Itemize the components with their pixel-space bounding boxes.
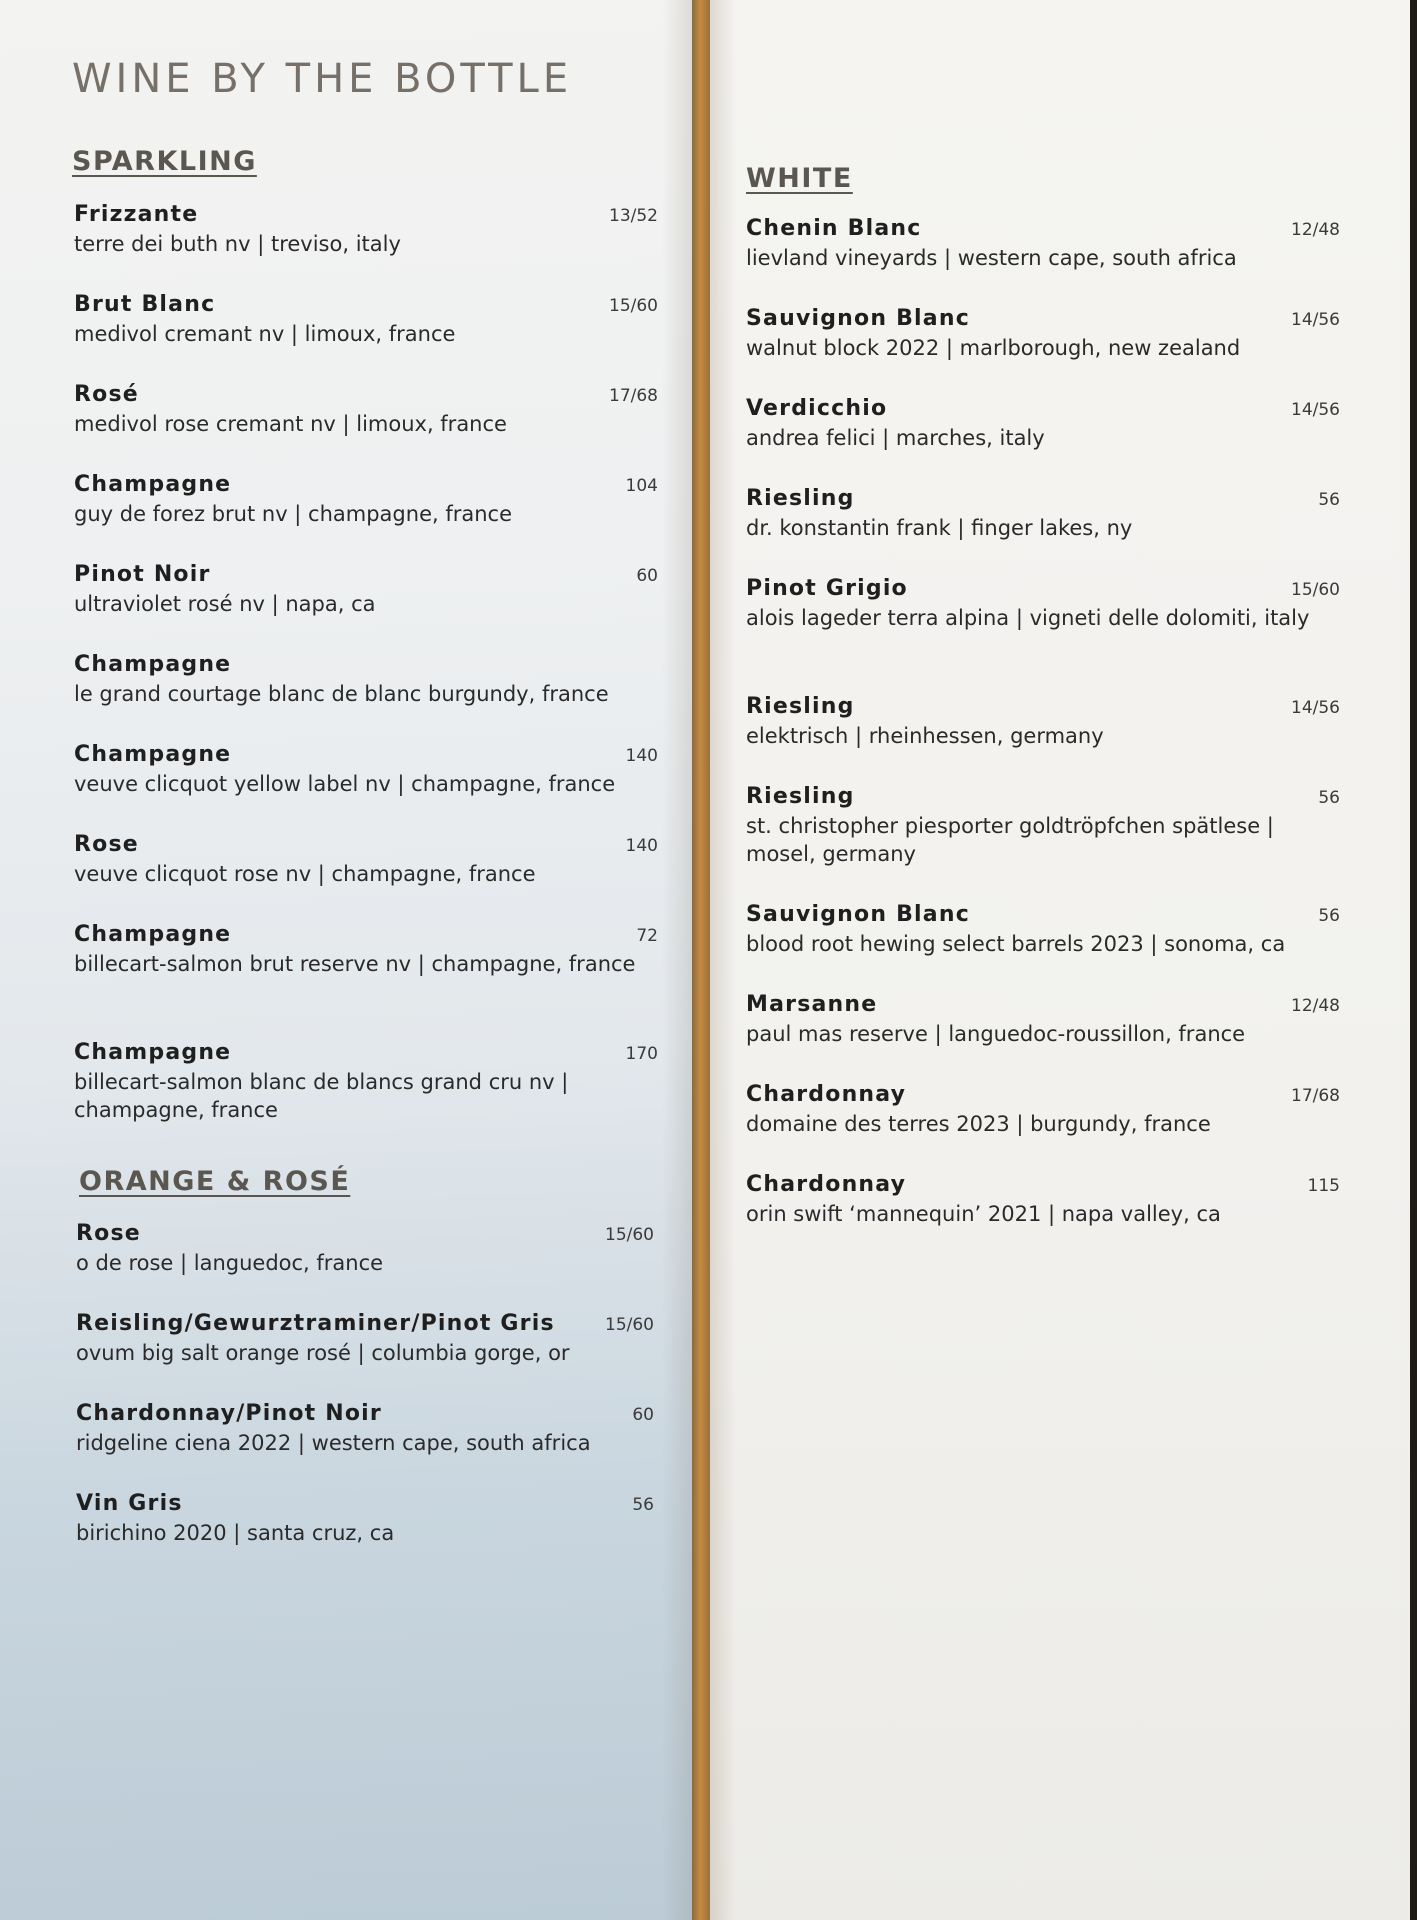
wine-item xyxy=(76,1309,654,1399)
wine-item xyxy=(74,920,658,1038)
wine-item xyxy=(74,830,658,920)
wine-price: 60 xyxy=(636,566,658,586)
wine-producer-region: orin swift ‘mannequin’ 2021 | napa valley, ca xyxy=(746,1202,1221,1226)
wine-varietal: Champagne xyxy=(74,742,232,767)
wine-item xyxy=(76,1489,654,1579)
wine-price: 170 xyxy=(625,1044,658,1064)
wine-producer-region: veuve clicquot rose nv | champagne, france xyxy=(74,862,536,886)
wine-item xyxy=(746,484,1340,574)
wine-producer-region: blood root hewing select barrels 2023 | sonoma, ca xyxy=(746,932,1286,956)
wine-price: 56 xyxy=(632,1495,654,1515)
wine-item xyxy=(746,394,1340,484)
wine-price: 17/68 xyxy=(1291,1086,1340,1106)
wine-varietal: Chardonnay/Pinot Noir xyxy=(76,1401,382,1426)
wine-price: 115 xyxy=(1307,1176,1340,1196)
menu-left-page xyxy=(0,0,692,1920)
wine-price: 14/56 xyxy=(1291,310,1340,330)
wine-producer-region: ridgeline ciena 2022 | western cape, south africa xyxy=(76,1431,591,1455)
wine-varietal: Rose xyxy=(74,832,139,857)
wine-varietal: Sauvignon Blanc xyxy=(746,306,970,331)
wine-varietal: Verdicchio xyxy=(746,396,888,421)
wine-varietal: Champagne xyxy=(74,652,232,677)
wine-varietal: Rose xyxy=(76,1221,141,1246)
wine-producer-region: medivol rose cremant nv | limoux, france xyxy=(74,412,507,436)
wine-item xyxy=(746,782,1340,900)
wine-price: 72 xyxy=(636,926,658,946)
wine-producer-region: ovum big salt orange rosé | columbia gorge, or xyxy=(76,1341,570,1365)
sparkling-wine-list xyxy=(74,200,658,1156)
wine-item xyxy=(74,1038,658,1156)
wine-producer-region: domaine des terres 2023 | burgundy, france xyxy=(746,1112,1211,1136)
wine-item xyxy=(74,290,658,380)
wine-item xyxy=(74,740,658,830)
white-wine-list xyxy=(746,214,1340,1260)
wine-varietal: Reisling/Gewurztraminer/Pinot Gris xyxy=(76,1311,555,1336)
wine-producer-region: alois lageder terra alpina | vigneti delle dolomiti, italy xyxy=(746,606,1310,630)
wine-producer-region: o de rose | languedoc, france xyxy=(76,1251,384,1275)
wine-item xyxy=(746,304,1340,394)
wine-price: 56 xyxy=(1318,490,1340,510)
wine-varietal: Chardonnay xyxy=(746,1082,907,1107)
wine-price: 15/60 xyxy=(605,1225,654,1245)
wine-producer-region: le grand courtage blanc de blanc burgundy, france xyxy=(74,682,609,706)
section-heading-white: WHITE xyxy=(746,163,853,194)
section-heading-sparkling: SPARKLING xyxy=(72,146,257,177)
wine-item xyxy=(746,900,1340,990)
menu-title: WINE BY THE BOTTLE xyxy=(72,56,573,102)
wine-item xyxy=(746,1170,1340,1260)
wine-item xyxy=(74,200,658,290)
wine-varietal: Sauvignon Blanc xyxy=(746,902,970,927)
menu-spine xyxy=(692,0,710,1920)
wine-price: 13/52 xyxy=(609,206,658,226)
wine-producer-region: guy de forez brut nv | champagne, france xyxy=(74,502,513,526)
wine-item xyxy=(74,470,658,560)
wine-price: 12/48 xyxy=(1291,220,1340,240)
wine-varietal: Champagne xyxy=(74,1040,232,1065)
wine-producer-region: terre dei buth nv | treviso, italy xyxy=(74,232,401,256)
wine-price: 140 xyxy=(625,746,658,766)
wine-varietal: Chenin Blanc xyxy=(746,216,922,241)
wine-price: 17/68 xyxy=(609,386,658,406)
wine-price: 56 xyxy=(1318,788,1340,808)
wine-item xyxy=(76,1219,654,1309)
wine-producer-region: walnut block 2022 | marlborough, new zealand xyxy=(746,336,1241,360)
wine-price: 14/56 xyxy=(1291,400,1340,420)
wine-producer-region: st. christopher piesporter goldtröpfchen spätlese | mosel, germany xyxy=(746,814,1274,866)
wine-varietal: Marsanne xyxy=(746,992,878,1017)
wine-price: 60 xyxy=(632,1405,654,1425)
wine-producer-region: lievland vineyards | western cape, south africa xyxy=(746,246,1237,270)
wine-price: 56 xyxy=(1318,906,1340,926)
wine-varietal: Chardonnay xyxy=(746,1172,907,1197)
wine-producer-region: birichino 2020 | santa cruz, ca xyxy=(76,1521,395,1545)
wine-varietal: Pinot Grigio xyxy=(746,576,908,601)
wine-producer-region: billecart-salmon blanc de blancs grand cru nv | champagne, france xyxy=(74,1070,569,1122)
wine-producer-region: veuve clicquot yellow label nv | champagne, france xyxy=(74,772,616,796)
wine-price: 12/48 xyxy=(1291,996,1340,1016)
wine-varietal: Riesling xyxy=(746,694,855,719)
wine-varietal: Riesling xyxy=(746,486,855,511)
wine-item xyxy=(74,380,658,470)
wine-price: 15/60 xyxy=(605,1315,654,1335)
wine-price: 15/60 xyxy=(1291,580,1340,600)
wine-varietal: Brut Blanc xyxy=(74,292,216,317)
wine-producer-region: medivol cremant nv | limoux, france xyxy=(74,322,456,346)
wine-producer-region: ultraviolet rosé nv | napa, ca xyxy=(74,592,376,616)
wine-item xyxy=(746,214,1340,304)
wine-varietal: Champagne xyxy=(74,922,232,947)
wine-varietal: Pinot Noir xyxy=(74,562,211,587)
wine-item xyxy=(746,574,1340,692)
menu-right-page xyxy=(710,0,1410,1920)
wine-varietal: Champagne xyxy=(74,472,232,497)
wine-item xyxy=(74,560,658,650)
wine-producer-region: andrea felici | marches, italy xyxy=(746,426,1045,450)
wine-item xyxy=(746,1080,1340,1170)
wine-varietal: Vin Gris xyxy=(76,1491,183,1516)
wine-varietal: Riesling xyxy=(746,784,855,809)
wine-item xyxy=(746,692,1340,782)
section-heading-orange-rose: ORANGE & ROSÉ xyxy=(79,1166,351,1197)
wine-item xyxy=(746,990,1340,1080)
wine-producer-region: elektrisch | rheinhessen, germany xyxy=(746,724,1104,748)
wine-varietal: Frizzante xyxy=(74,202,199,227)
wine-producer-region: billecart-salmon brut reserve nv | champagne, france xyxy=(74,952,636,976)
wine-item xyxy=(76,1399,654,1489)
wine-price: 14/56 xyxy=(1291,698,1340,718)
wine-producer-region: dr. konstantin frank | finger lakes, ny xyxy=(746,516,1133,540)
wine-price: 104 xyxy=(625,476,658,496)
orange-rose-wine-list xyxy=(76,1219,654,1579)
wine-item xyxy=(74,650,658,740)
wine-producer-region: paul mas reserve | languedoc-roussillon, france xyxy=(746,1022,1246,1046)
wine-varietal: Rosé xyxy=(74,382,139,407)
wine-price: 140 xyxy=(625,836,658,856)
wine-price: 15/60 xyxy=(609,296,658,316)
